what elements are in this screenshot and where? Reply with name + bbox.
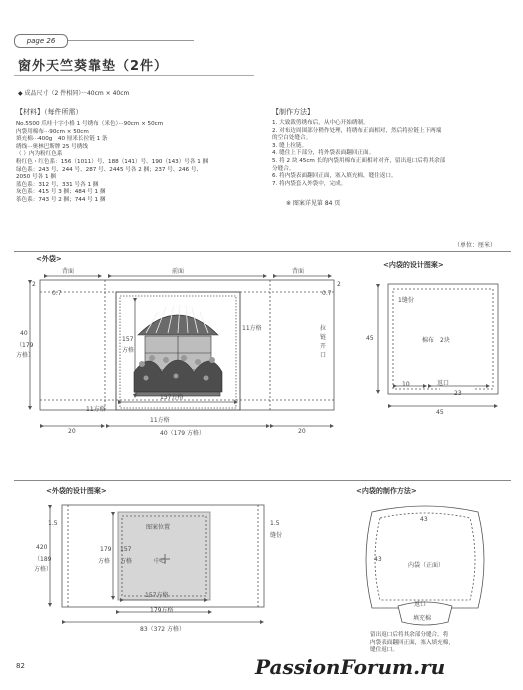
materials-line: No.5500 爪哇十字小格 1 号绣布（米色）···90cm × 50cm: [16, 121, 164, 127]
side-dim-label: （189: [34, 556, 52, 563]
grid-count-label: 11方格: [86, 406, 106, 413]
note-line: 内袋表面翻回正面，塞入填充棉，: [370, 639, 454, 646]
side-dim-label: 方格）: [16, 352, 35, 359]
zipper-char: 开: [320, 343, 327, 350]
grid-count-label: 157: [122, 336, 134, 343]
pattern-position-label: 图案位置: [146, 524, 171, 531]
method-line: 5. 将 2 块 45cm 长的内袋用棉布正面相对对齐，留出返口后将其余部: [272, 157, 446, 164]
center-label: 中心: [154, 558, 167, 565]
bottom-dim-label: 45: [436, 409, 444, 416]
inner-design-label: <内袋的设计图案>: [383, 261, 444, 269]
cotton-cloth-label: 棉布 2块: [422, 337, 450, 344]
dim-label: 0.7: [52, 290, 62, 297]
materials-line: 2050 号各 1 捆: [16, 174, 56, 181]
dim-label: 157: [120, 546, 132, 553]
outer-design-label: <外袋的设计图案>: [46, 487, 107, 495]
inner-bag-seam: [375, 513, 475, 600]
outer-bag-label: <外袋>: [36, 255, 62, 263]
side-dim-label: 方格）: [34, 566, 53, 573]
page-number: 82: [16, 662, 25, 670]
bottom-dim-label: 83（372 方格）: [140, 626, 185, 633]
side-dim-label: 45: [366, 335, 374, 342]
zipper-char: 拉: [320, 325, 327, 332]
method-line: 的空白处缝合。: [272, 135, 312, 142]
watermark: PassionForum.ru: [255, 655, 446, 679]
dim-label: 0.7: [322, 290, 332, 297]
dim-label: 179: [100, 546, 112, 553]
page-tag: page 26: [14, 34, 68, 48]
pattern-reference-note: ※ 图案详见第 84 页: [286, 200, 341, 207]
materials-line: 绣线···奥林巴斯牌 25 号绣线: [16, 143, 88, 150]
finished-size: ◆ 成品尺寸（2 件相同）···40cm × 40cm: [18, 90, 130, 97]
method-line: 7. 将内袋套入外袋中，完成。: [272, 180, 347, 187]
dim-label: 43: [374, 556, 382, 563]
opening-label: 返口: [437, 380, 450, 387]
dim-label: 2: [32, 281, 36, 288]
dim-label: 10: [402, 381, 410, 388]
materials-line: 粉红色・红色系：156（1011）号、188（141）号、190（143）号各 1 捆: [16, 158, 209, 165]
method-heading: 【制作方法】: [272, 108, 314, 116]
unit-note: （单位：厘米）: [454, 242, 497, 249]
front-label: 前面: [172, 268, 185, 275]
materials-line: 绿色系：243 号、244 号、287 号、2445 号各 2 捆；237 号、246 号、: [16, 166, 203, 173]
zipper-char: 口: [320, 352, 327, 359]
page-title: 窗外天竺葵靠垫（2件）: [18, 59, 169, 74]
side-dim-label: 40: [20, 330, 28, 337]
dim-label: 1.5: [48, 520, 58, 527]
method-line: 6. 将内袋表面翻回正面，塞入填充棉，缝住返口。: [272, 173, 397, 180]
dim-label: 方格: [98, 558, 111, 565]
note-line: 留出返口后将其余部分缝合。将: [370, 632, 449, 638]
filling-cotton-label: 填充棉: [413, 615, 432, 622]
grid-count-label: 157方格: [160, 394, 184, 401]
grid-count-label: 11方格: [150, 417, 170, 424]
grid-count-label: 11方格: [242, 325, 262, 332]
side-dim-label: （179: [16, 342, 34, 349]
method-line: 3. 缝上拉链。: [272, 142, 308, 149]
materials-line: 灰色系：415 号 3 捆；484 号 1 捆: [16, 189, 106, 196]
dim-label: 2: [337, 281, 341, 288]
geranium-window-embroidery: [134, 305, 222, 396]
method-line: 4. 缝住上下部分，将外袋表面翻回正面。: [272, 150, 375, 157]
materials-heading: 【材料】（每件所需）: [16, 108, 83, 116]
back-label: 背面: [62, 268, 75, 275]
opening-label: 返口: [414, 601, 427, 608]
side-dim-label: 420: [36, 544, 48, 551]
zipper-char: 链: [320, 334, 327, 341]
inner-method-label: <内袋的制作方法>: [356, 487, 417, 495]
bottom-dim-label: 20: [68, 428, 76, 435]
bottom-dim-label: 157方格: [145, 592, 169, 599]
note-line: 缝住返口。: [370, 647, 398, 654]
materials-line: 蓝色系：312 号、331 号各 1 捆: [16, 181, 99, 188]
inner-method-note: [370, 632, 454, 655]
inner-bag-design-diagram: [378, 284, 498, 406]
materials-line: 茶色系：743 号 2 捆；744 号 1 捆: [16, 196, 106, 203]
grid-count-label: 方格: [122, 347, 135, 354]
dim-label: 方格: [120, 558, 133, 565]
materials-line: （ ）内为粉红色系: [16, 151, 63, 158]
method-line: 分缝合。: [272, 165, 295, 172]
bottom-dim-label: 20: [298, 428, 306, 435]
dim-label: 43: [420, 516, 428, 523]
dim-label: 23: [454, 390, 462, 397]
back-label: 背面: [292, 268, 305, 275]
zipper-opening-label: [320, 324, 326, 360]
materials-line: 内袋用棉布···90cm × 50cm: [16, 128, 89, 135]
bottom-dim-label: 179方格: [150, 607, 174, 614]
seam-allowance-label: 1缝份: [398, 297, 414, 304]
method-line: 2. 对布边周围部分稍作处理，将绣布正面相对，然后将拉链上下两端: [272, 127, 442, 134]
inner-bag-front-label: 内袋（正面）: [408, 562, 445, 569]
bottom-dim-label: 40（179 方格）: [160, 430, 205, 437]
dim-label: 1.5: [270, 520, 280, 527]
method-line: 1. 大致裁剪绣布后，从中心开始绣制。: [272, 120, 369, 126]
seam-label: 缝份: [270, 532, 283, 539]
materials-line: 填充棉···400g 40 厘米长拉链 1 条: [16, 136, 108, 143]
